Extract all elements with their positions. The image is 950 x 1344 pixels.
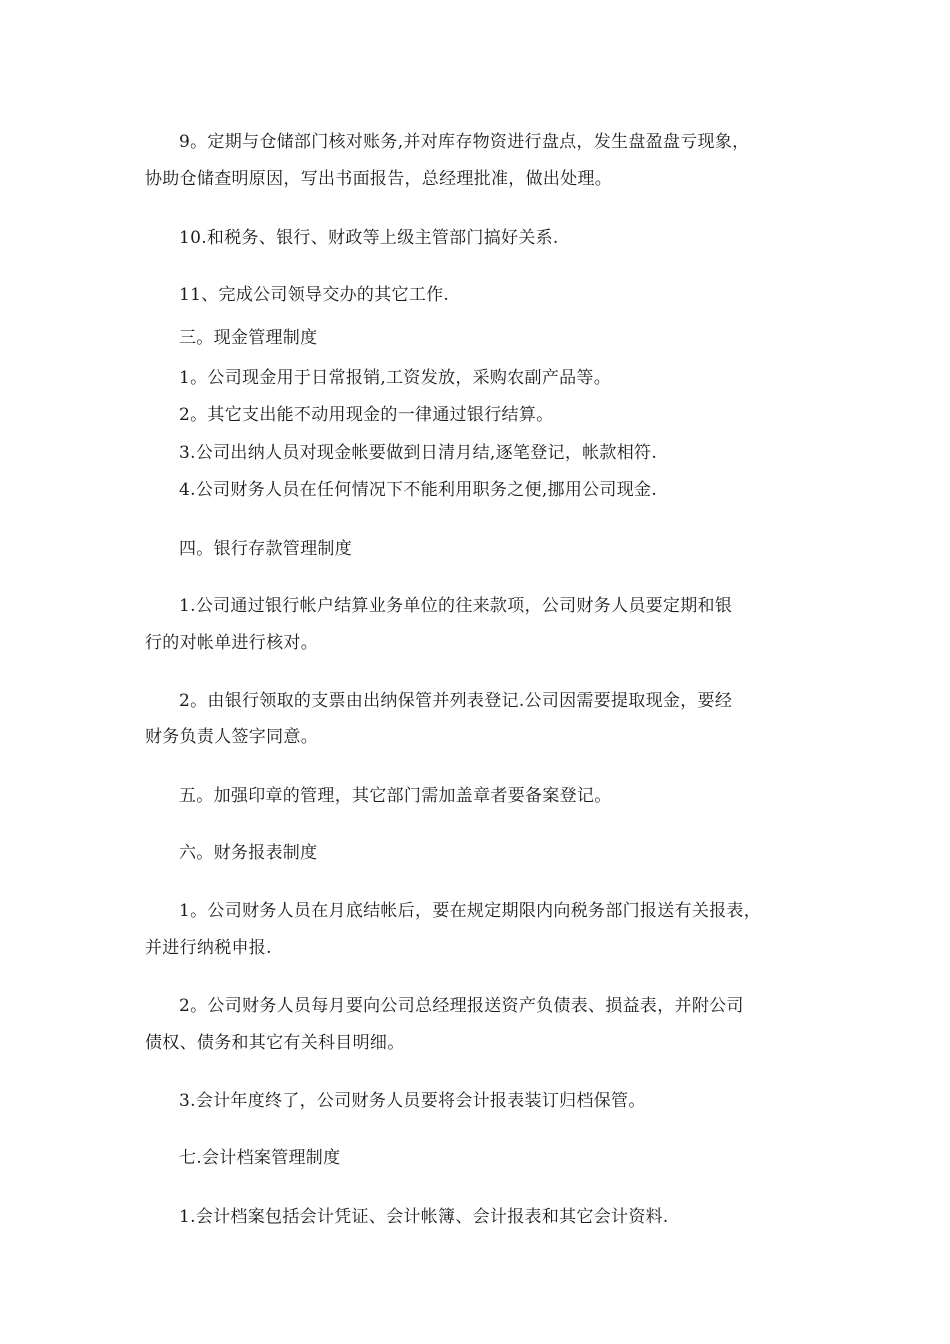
- reports-item-2-line-1: 2。公司财务人员每月要向公司总经理报送资产负债表、损益表，并附公司: [179, 996, 744, 1016]
- bank-item-2-line-2: 财务负责人签字同意。: [145, 727, 318, 747]
- section-heading-seal: 五。加强印章的管理，其它部门需加盖章者要备案登记。: [179, 786, 612, 806]
- reports-item-1-line-1: 1。公司财务人员在月底结帐后，要在规定期限内向税务部门报送有关报表，: [179, 901, 762, 921]
- bank-item-2-line-1: 2。由银行领取的支票由出纳保管并列表登记.公司因需要提取现金，要经: [179, 691, 733, 711]
- paragraph-9-line-2: 协助仓储查明原因，写出书面报告，总经理批准，做出处理。: [145, 169, 613, 189]
- paragraph-11: 11、完成公司领导交办的其它工作.: [179, 285, 450, 305]
- cash-item-4: 4.公司财务人员在任何情况下不能利用职务之便,挪用公司现金.: [179, 480, 658, 500]
- reports-item-3: 3.会计年度终了，公司财务人员要将会计报表装订归档保管。: [179, 1091, 646, 1111]
- section-heading-reports: 六。财务报表制度: [179, 843, 318, 863]
- cash-item-1: 1。公司现金用于日常报销,工资发放，采购农副产品等。: [179, 368, 612, 388]
- reports-item-2-line-2: 债权、债务和其它有关科目明细。: [145, 1033, 405, 1053]
- bank-item-1-line-1: 1.公司通过银行帐户结算业务单位的往来款项，公司财务人员要定期和银: [179, 596, 733, 616]
- reports-item-1-line-2: 并进行纳税申报.: [145, 938, 272, 958]
- section-heading-bank: 四。银行存款管理制度: [179, 539, 352, 559]
- section-heading-archives: 七.会计档案管理制度: [179, 1148, 341, 1168]
- section-heading-cash: 三。现金管理制度: [179, 328, 318, 348]
- cash-item-3: 3.公司出纳人员对现金帐要做到日清月结,逐笔登记，帐款相符.: [179, 443, 658, 463]
- bank-item-1-line-2: 行的对帐单进行核对。: [145, 633, 318, 653]
- paragraph-9-line-1: 9。定期与仓储部门核对账务,并对库存物资进行盘点，发生盘盈盘亏现象，: [179, 132, 750, 152]
- cash-item-2: 2。其它支出能不动用现金的一律通过银行结算。: [179, 405, 554, 425]
- paragraph-10: 10.和税务、银行、财政等上级主管部门搞好关系.: [179, 228, 559, 248]
- archives-item-1: 1.会计档案包括会计凭证、会计帐簿、会计报表和其它会计资料.: [179, 1207, 669, 1227]
